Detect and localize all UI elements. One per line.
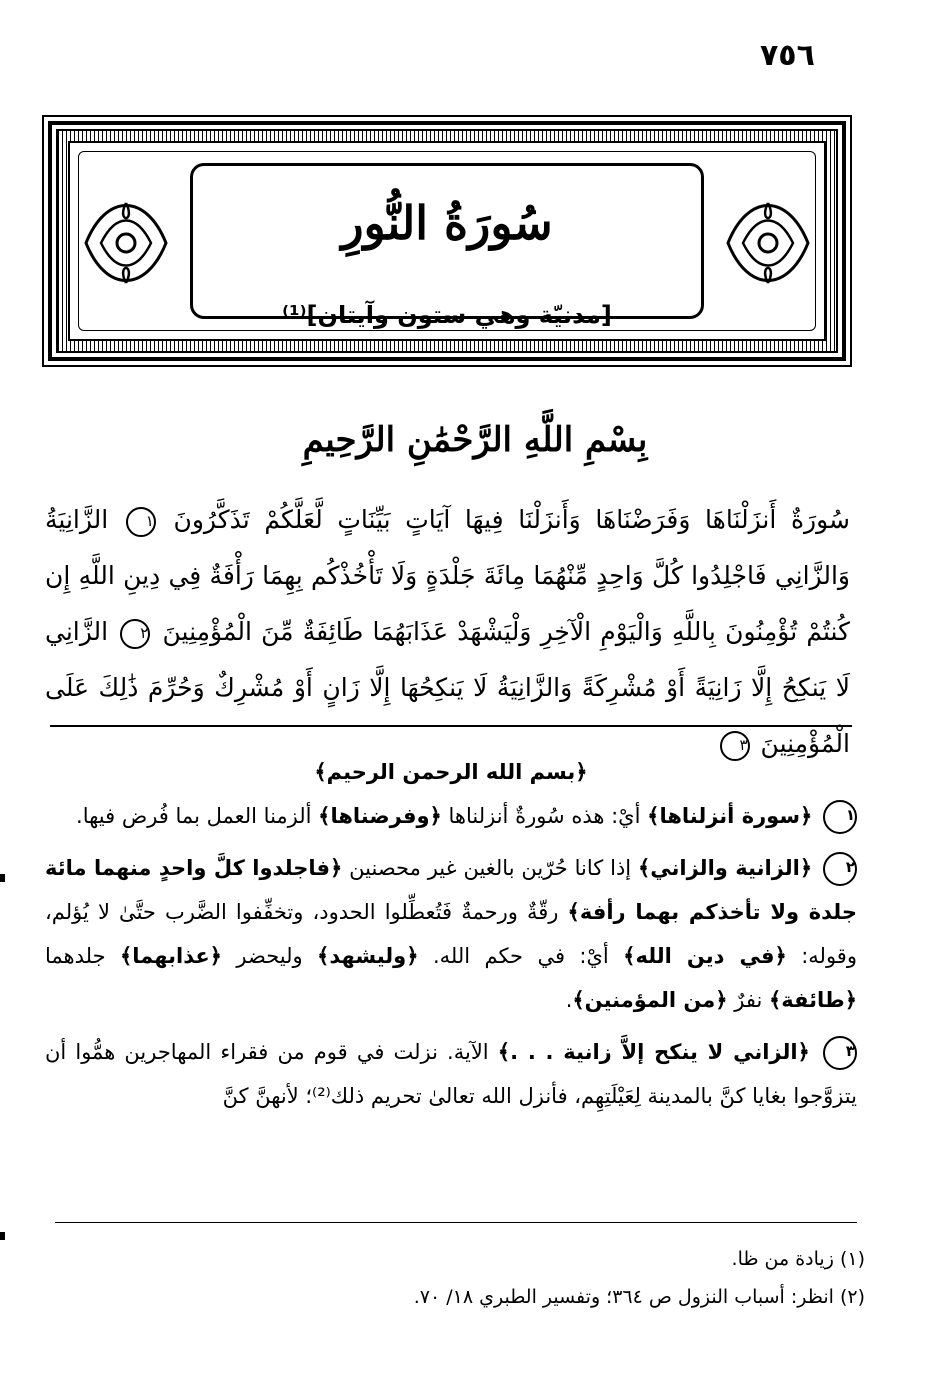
verse-number-marker: ٢ [120,619,150,649]
quoted-verse: ﴿الزانية والزاني﴾ [637,856,813,880]
commentary-paragraph [45,1030,857,1118]
verse-number-marker: ١ [126,507,156,537]
commentary-paragraph [45,846,857,1022]
footnote-text: انظر: أسباب النزول ص ٣٦٤؛ وتفسير الطبري ١٨/ ٧٠. [413,1286,834,1308]
commentary-text: الآية. نزلت في قوم من فقراء المهاجرين همُّوا أن يتزوَّجوا بغايا كنَّ بالمدينة لِعَيْلَتِهِم، فأنزل الله تعالىٰ تحريم ذلك⁽²⁾؛ لأنهنَّ كنَّ [45,1040,857,1108]
page-number: ٧٥٦ [760,38,815,73]
scan-edge-mark [0,874,5,882]
commentary-number-marker: ١ [823,800,857,834]
verse-text: الزَّانِي لَا يَنكِحُ إِلَّا زَانِيَةً أَوْ مُشْرِكَةً وَالزَّانِيَةُ لَا يَنكِحُهَا إِلَّا زَانٍ أَوْ مُشْرِكٌ وَحُرِّمَ ذَٰلِكَ عَلَى الْمُؤْمِنِينَ [45,617,850,758]
quoted-verse: ﴿سورة أنزلناها﴾ [647,804,813,828]
commentary-text: جلدهما [45,944,120,968]
quran-verses [45,492,850,772]
footnote-number: (١) [839,1248,865,1270]
commentary-number-marker: ٢ [823,852,857,886]
surah-header-frame [42,115,852,367]
quoted-verse: ﴿في دين الله﴾ [623,944,787,968]
verse-text: الزَّانِيَةُ وَالزَّانِي فَاجْلِدُوا كُلَّ وَاحِدٍ مِّنْهُمَا مِائَةَ جَلْدَةٍ وَلَا تَأْخُذْكُم بِهِمَا رَأْفَةٌ فِي دِينِ اللَّهِ إِن كُنتُمْ تُؤْمِنُونَ بِاللَّهِ وَالْيَوْمِ الْآخِرِ وَلْيَشْهَدْ عَذَابَهُمَا طَائِفَةٌ مِّنَ الْمُؤْمِنِينَ [45,505,850,646]
footnotes [200,1240,865,1316]
footnote [200,1240,865,1278]
commentary-number-marker: ٣ [823,1036,857,1070]
divider-verses [50,725,852,727]
commentary-text: رقّةٌ ورحمةٌ فَتُعطِّلوا الحدود، وتخفِّفوا الضَّرب حتَّىٰ لا يُؤلم، وقوله: [45,900,857,968]
basmala: بِسْمِ اللَّهِ الرَّحْمَٰنِ الرَّحِيمِ [302,420,648,460]
verse-number-marker: ٣ [720,731,750,761]
surah-title: سُورَةُ النُّورِ [341,196,553,250]
arabesque-ornament-right-icon [718,183,818,303]
verse-text: سُورَةٌ أَنزَلْنَاهَا وَفَرَضْنَاهَا وَأَنزَلْنَا فِيهَا آيَاتٍ بَيِّنَاتٍ لَّعَلَّكُمْ تَذَكَّرُونَ [173,505,850,534]
footnote-text: زيادة من ظا. [731,1248,834,1270]
quoted-verse: ﴿وفرضناها﴾ [318,804,442,828]
scan-edge-mark [0,1232,5,1240]
quoted-verse: ﴿الزاني لا ينكح إلاَّ زانية . . .﴾ [497,1040,810,1064]
footnote [200,1278,865,1316]
commentary-text: . [565,988,573,1012]
commentary-heading: ﴿بسم الله الرحمن الرحيم﴾ [314,760,588,784]
footnote-number: (٢) [839,1286,865,1308]
quoted-verse: ﴿من المؤمنين﴾ [572,988,728,1012]
surah-subtitle: [مدنيّة وهي ستون وآيتان]⁽¹⁾ [282,301,612,329]
commentary-text: أيْ: في حكم الله. [418,944,624,968]
commentary-text: وليحضر [221,944,318,968]
quoted-verse: ﴿فاجلدوا كلَّ واحدٍ منهما مائة جلدة ولا تأخذكم بهما رأفة﴾ [45,856,857,924]
commentary-text: أيْ: هذه سُورةٌ أنزلناها [441,804,648,828]
quoted-verse: ﴿عذابهما﴾ [119,944,222,968]
commentary-paragraph [45,794,857,838]
divider-footnotes [55,1222,857,1223]
commentary [45,760,857,1126]
commentary-text: ألزمنا العمل بما فُرض فيها. [76,804,319,828]
quoted-verse: ﴿طائفة﴾ [768,988,857,1012]
arabesque-ornament-left-icon [76,183,176,303]
commentary-text: إذا كانا حُرّين بالغين غير محصنين [342,856,638,880]
quoted-verse: ﴿وليشهد﴾ [317,944,419,968]
commentary-text: نفرٌ [727,988,769,1012]
